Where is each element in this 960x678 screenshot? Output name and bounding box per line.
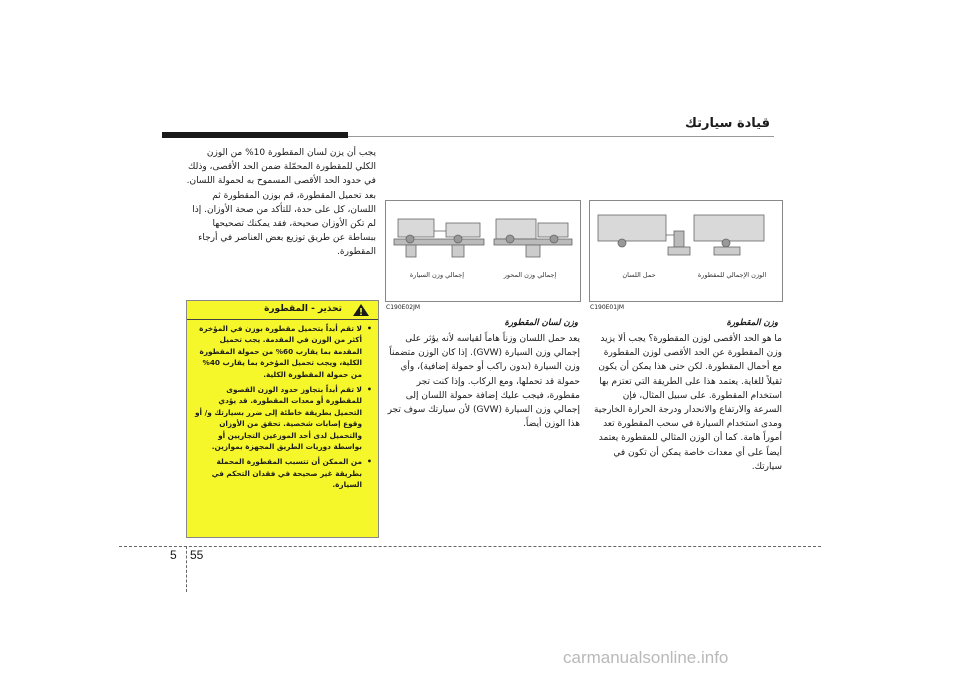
warning-triangle-icon bbox=[352, 303, 370, 317]
figure-right-caption-2: حمل اللسان bbox=[622, 271, 656, 279]
warning-box bbox=[186, 300, 379, 538]
figure-right-caption-1: الوزن الإجمالي للمقطورة bbox=[697, 271, 767, 279]
figure-left bbox=[385, 200, 581, 302]
figure-left-caption-1: إجمالي وزن السيارة bbox=[409, 271, 465, 279]
warning-item: • لا تقم أبداً بتحميل مقطورة بوزن في المؤخرة أكثر من الوزن في المقدمة. يجب تحميل المقدمة بما يقارب 60% من حمولة المقطورة الكلية، ويجب تحميل المؤخرة بما يقارب 40% من حمولة المقطورة الكلية. bbox=[199, 324, 372, 379]
watermark: carmanualsonline.info bbox=[563, 648, 729, 667]
warning-title: تحذير - المقطورة bbox=[264, 304, 342, 314]
scale-illustration-right bbox=[590, 201, 782, 301]
warning-item: • من الممكن أن تتسبب المقطورة المحملة بطريقة غير صحيحة في فقدان التحكم في السيارة. bbox=[211, 457, 372, 490]
footer-divider bbox=[186, 546, 187, 592]
footer-rule bbox=[119, 546, 821, 547]
figure-left-caption-2: إجمالي وزن المحور bbox=[503, 271, 557, 279]
header-rule-accent bbox=[162, 132, 348, 138]
chapter-number: 5 bbox=[170, 548, 177, 562]
warning-list bbox=[192, 323, 372, 495]
tongue-weight-text: يعد حمل اللسان وزناً هاماً لقياسه لأنه يؤثر على إجمالي وزن السيارة (GVW). إذا كان الوزن متضمناً وزن السيارة (بدون راكب أو حمولة إضافية)، وأي حمولة قد تحملها، ومع الركاب. وإذا كنت تجر مقطورة، فيجب عليك إضافة حمولة اللسان إلى إجمالي وزن السيارة (GVW) لأن سيارتك سوف تجر هذا الوزن أيضاً. bbox=[387, 334, 580, 430]
bullet-icon: • bbox=[366, 324, 372, 333]
figure-left-code: C190E02JM bbox=[386, 304, 421, 311]
bullet-icon: • bbox=[366, 457, 372, 467]
figure-right-code: C190E01JM bbox=[590, 304, 625, 311]
trailer-weight-heading: وزن المقطورة bbox=[726, 318, 778, 328]
trailer-weight-text: ما هو الحد الأقصى لوزن المقطورة؟ يجب ألا يزيد وزن المقطورة عن الحد الأقصى لوزن المقطورة مع أحمال المقطورة. لكن حتى هذا يمكن أن يكون ثقيلاً للغاية. يعتمد هذا على الطريقة التي تعتزم بها استخدام المقطورة. على سبيل المثال، فإن السرعة والارتفاع والانحدار ودرجة الحرارة الخارجية ومدى استخدام السيارة في سحب المقطورة تعد أموراً هامة. كما أن الوزن المثالي للمقطورة يعتمد أيضاً على أي معدات خاصة يمكن أن تكون في سيارتك. bbox=[593, 334, 782, 472]
header-title: قيادة سيارتك bbox=[684, 116, 770, 131]
page-number: 55 bbox=[190, 548, 204, 562]
tongue-weight-heading: وزن لسان المقطورة bbox=[504, 318, 578, 328]
figure-right bbox=[589, 200, 783, 302]
warning-item: • لا تقم أبداً بتجاوز حدود الوزن القصوى للمقطورة أو معدات المقطورة. قد يؤدي التحميل بطريقة خاطئة إلى ضرر بسيارتك و/ أو وقوع إصابات شخصية. تحقق من الأوزان والتحميل لدى أحد الموزعين التجاريين أو بواسطة دوريات الطريق المجهزة بموازين. bbox=[195, 385, 372, 452]
bullet-icon: • bbox=[366, 385, 372, 395]
warning-title-bar bbox=[187, 301, 378, 320]
tongue-percent-text: يجب أن يزن لسان المقطورة 10% من الوزن الكلي للمقطورة المحمّلة ضمن الحد الأقصى، وذلك في حدود الحد الأقصى المسموح به لحمولة اللسان. بعد تحميل المقطورة، قم بوزن المقطورة ثم اللسان، كل على حدة، للتأكد من صحة الأوزان. إذا لم تكن الأوزان صحيحة، فقد يمكنك تصحيحها ببساطة عن طريق توزيع بعض العناصر في أرجاء المقطورة. bbox=[186, 148, 376, 258]
scale-illustration-left bbox=[386, 201, 580, 301]
